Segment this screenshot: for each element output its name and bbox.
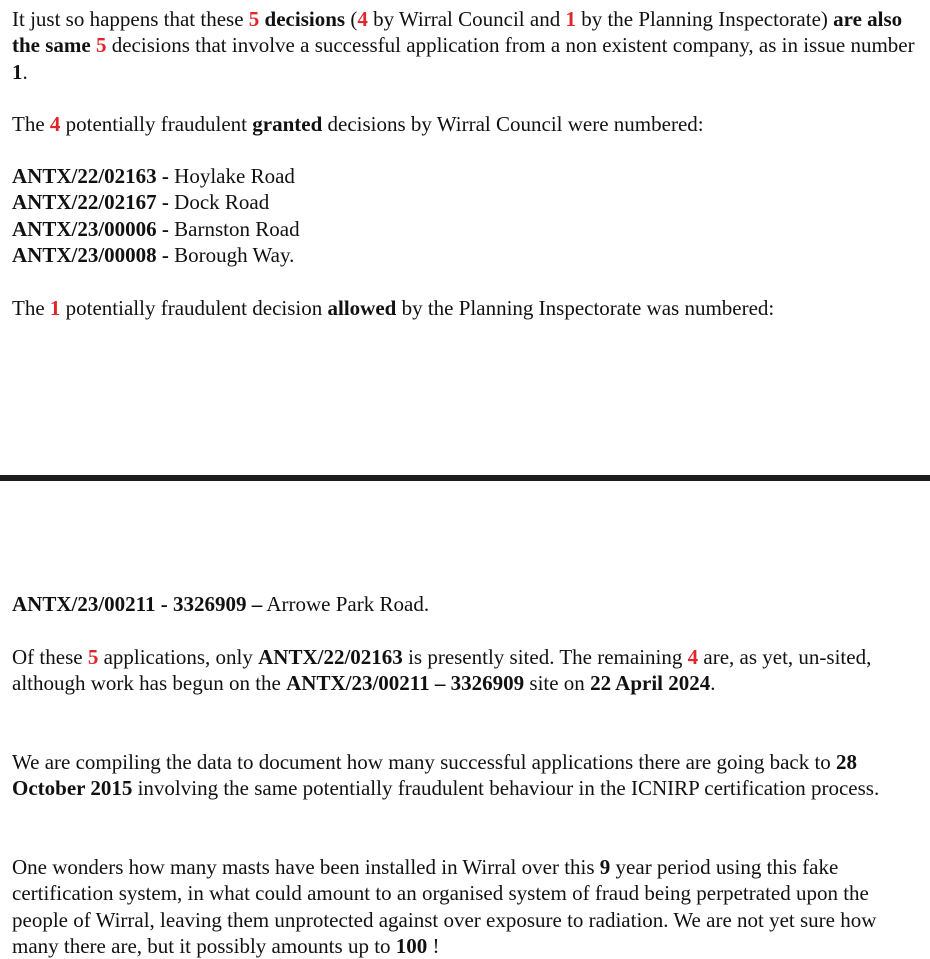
bold-term: granted (252, 112, 323, 136)
list-item (12, 242, 927, 268)
decision-ref: ANTX/22/02163 - (12, 164, 169, 188)
intro-text: ( (345, 7, 358, 31)
bold-number: 100 (395, 933, 428, 958)
issue-number: 1 (12, 59, 23, 84)
sited-paragraph (12, 644, 927, 697)
list-item (12, 189, 927, 215)
count-highlight: 1 (565, 7, 576, 31)
bold-term: decisions (264, 7, 346, 31)
section-divider (0, 475, 930, 481)
appeal-line (12, 591, 927, 617)
granted-text: decisions by Wirral Council were numbered: (322, 112, 704, 136)
count-highlight: 5 (95, 33, 107, 58)
bold-term: allowed (327, 296, 397, 320)
wonders-text: year period using this fake certification system, in what could amount to an organised system of fraud being perpetrated upon the people of Wirral, leaving them unprotected against over exposure to radiation. We are not yet sure how many there are, but it possibly amounts up to (12, 855, 877, 958)
compiling-paragraph (12, 749, 927, 802)
decision-site: Borough Way. (168, 242, 295, 267)
list-item (12, 216, 927, 242)
granted-paragraph (12, 111, 927, 137)
wonders-text: ! (427, 933, 440, 958)
compiling-text: We are compiling the data to document how many successful applications there are going back to (12, 750, 837, 774)
intro-text: by the Planning Inspectorate) (575, 7, 828, 31)
sited-text: site on (524, 671, 591, 696)
count-highlight: 5 (248, 7, 260, 31)
count-highlight: 5 (87, 645, 99, 669)
sited-text: applications, only (98, 645, 259, 669)
decision-site: Dock Road (168, 190, 270, 215)
bold-term: ANTX/23/00211 – 3326909 (286, 671, 525, 696)
sited-text: is presently sited. The remaining (402, 645, 688, 669)
sited-text: Of these (12, 645, 88, 669)
granted-text: potentially fraudulent (60, 112, 253, 136)
bold-number: 9 (599, 855, 611, 879)
list-item (12, 163, 927, 189)
allowed-paragraph (12, 295, 927, 321)
appeal-site: Arrowe Park Road. (262, 592, 430, 616)
bold-date: 28 October 2015 (12, 750, 858, 801)
decision-site: Hoylake Road (168, 164, 295, 188)
intro-text: . (22, 59, 28, 84)
bold-term: ANTX/22/02163 (258, 645, 403, 669)
intro-text: decisions that involve a successful application from a non existent company, as in issue number (106, 33, 915, 58)
count-highlight: 4 (49, 112, 61, 136)
count-highlight: 4 (687, 645, 699, 669)
count-highlight: 4 (357, 7, 368, 31)
allowed-text: potentially fraudulent decision (60, 296, 328, 320)
intro-paragraph (12, 6, 927, 85)
wonders-text: One wonders how many masts have been installed in Wirral over this (12, 855, 600, 879)
decision-list (12, 163, 927, 268)
granted-text: The (12, 112, 50, 136)
intro-text: It just so happens that these (12, 7, 249, 31)
decision-ref: ANTX/23/00006 - (12, 216, 169, 241)
decision-site: Barnston Road (168, 216, 300, 241)
appeal-ref: ANTX/23/00211 - 3326909 – (12, 592, 263, 616)
compiling-text: involving the same potentially fraudulent behaviour in the ICNIRP certification process. (132, 776, 880, 801)
sited-text: . (710, 671, 716, 696)
wonders-paragraph (12, 854, 927, 959)
allowed-text: by the Planning Inspectorate was numbered: (396, 296, 775, 320)
decision-ref: ANTX/22/02167 - (12, 190, 169, 215)
bold-date: 22 April 2024 (590, 671, 711, 696)
sited-text: are, as yet, un-sited, although work has begun on the (12, 645, 872, 696)
count-highlight: 1 (49, 296, 61, 320)
bold-term: are also the same (12, 7, 903, 58)
intro-text: by Wirral Council and (367, 7, 566, 31)
decision-ref: ANTX/23/00008 - (12, 242, 169, 267)
allowed-text: The (12, 296, 50, 320)
